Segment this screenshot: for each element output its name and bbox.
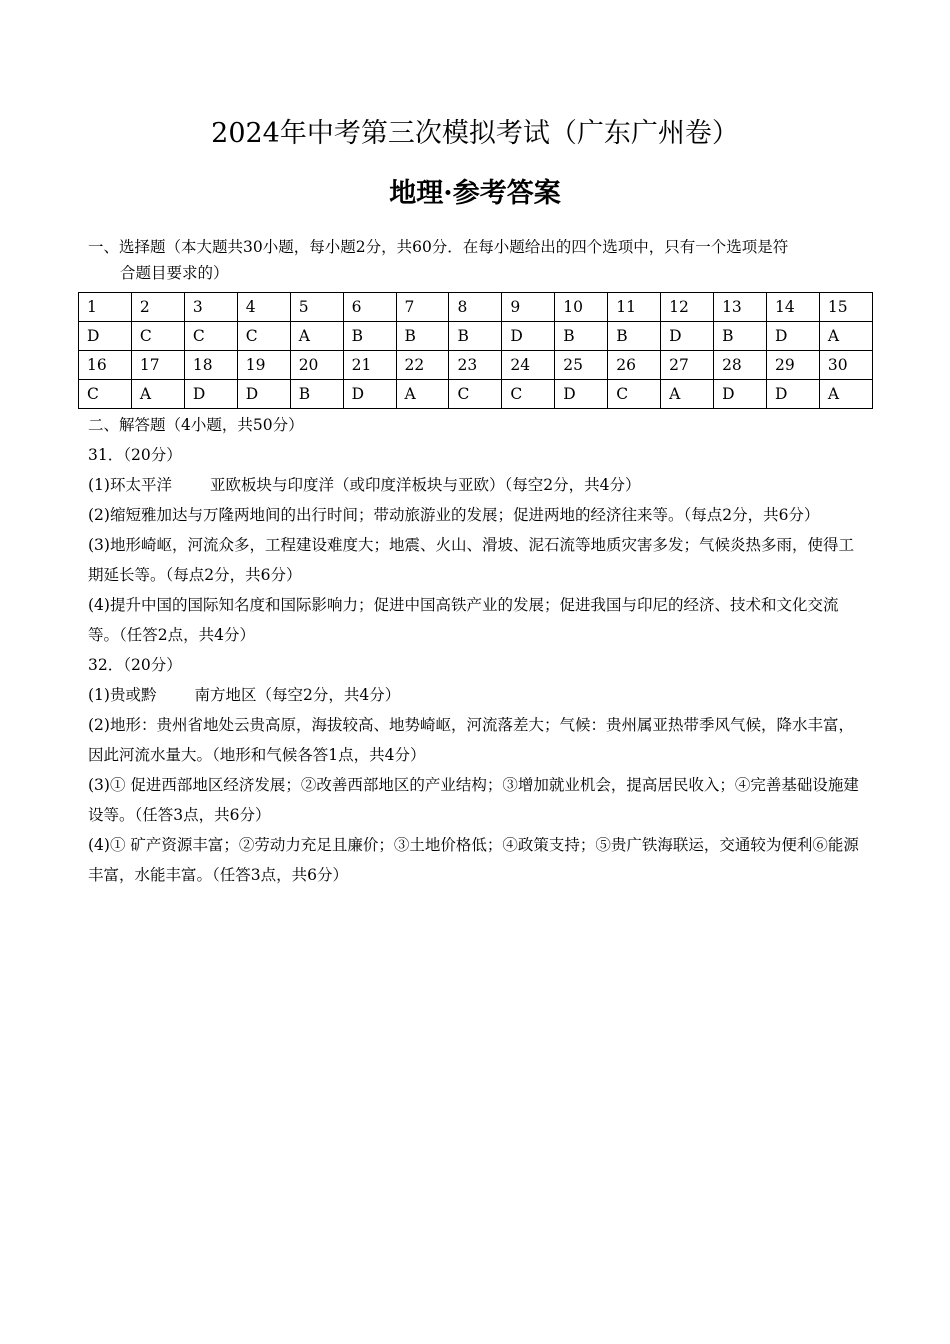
answer-table-cell: D: [79, 322, 132, 351]
q32-part3: (3)① 促进西部地区经济发展；②改善西部地区的产业结构；③增加就业机会，提高居民收入；④完善基础设施建设等。（任答3点，共6分）: [88, 776, 859, 824]
answer-table-cell: 21: [343, 351, 396, 380]
answer-table-row: [79, 380, 873, 409]
answer-table-cell: D: [766, 322, 819, 351]
page-subtitle: 地理·参考答案: [389, 178, 561, 209]
answer-table-cell: B: [290, 380, 343, 409]
answer-table-cell: 23: [449, 351, 502, 380]
answer-table-cell: 4: [237, 293, 290, 322]
answer-table-cell: 6: [343, 293, 396, 322]
q32-part4: (4)① 矿产资源丰富；②劳动力充足且廉价；③土地价格低；④政策支持；⑤贵广铁海联运，交通较为便利⑥能源丰富，水能丰富。（任答3点，共6分）: [88, 836, 859, 884]
answer-table-cell: 12: [661, 293, 714, 322]
answer-table-cell: A: [290, 322, 343, 351]
answer-table-cell: 1: [79, 293, 132, 322]
answer-table-cell: D: [184, 380, 237, 409]
answer-table-cell: 25: [555, 351, 608, 380]
answer-table-cell: 20: [290, 351, 343, 380]
answer-table-cell: D: [714, 380, 767, 409]
answer-table-cell: A: [661, 380, 714, 409]
answer-table-cell: 28: [714, 351, 767, 380]
answer-table-cell: C: [237, 322, 290, 351]
answer-table-cell: D: [766, 380, 819, 409]
answer-table-cell: B: [555, 322, 608, 351]
answer-table-body: [79, 293, 873, 409]
answer-table-cell: B: [608, 322, 661, 351]
answer-table-cell: B: [343, 322, 396, 351]
answer-table-cell: D: [661, 322, 714, 351]
answer-table-cell: 7: [396, 293, 449, 322]
page-title: 2024年中考第三次模拟考试（广东广州卷）: [211, 118, 739, 149]
answer-table-cell: D: [555, 380, 608, 409]
answer-table-cell: 8: [449, 293, 502, 322]
q32-part2: (2)地形：贵州省地处云贵高原，海拔较高、地势崎岖，河流落差大；气候：贵州属亚热带季风气候，降水丰富，因此河流水量大。（地形和气候各答1点，共4分）: [88, 716, 854, 764]
q32-part1-b: 南方地区（每空2分，共4分）: [194, 686, 401, 704]
answer-table-cell: 22: [396, 351, 449, 380]
answer-table-cell: 3: [184, 293, 237, 322]
answer-table-cell: 2: [131, 293, 184, 322]
q31-part1: [88, 470, 868, 500]
q31-part1-b: 亚欧板块与印度洋（或印度洋板块与亚欧）（每空2分，共4分）: [209, 476, 641, 494]
section-choice-heading-line1: 一、选择题（本大题共30小题，每小题2分，共60分．在每小题给出的四个选项中，只有一个选项是符: [88, 238, 789, 256]
answer-table-cell: 26: [608, 351, 661, 380]
answer-table-cell: C: [608, 380, 661, 409]
answer-table-cell: B: [396, 322, 449, 351]
answer-table-cell: C: [184, 322, 237, 351]
q32-part1-a: (1)贵或黔: [88, 686, 157, 704]
answer-table-cell: B: [714, 322, 767, 351]
answer-table-cell: 13: [714, 293, 767, 322]
q32-header: 32．（20分）: [88, 656, 182, 674]
answer-table-cell: 29: [766, 351, 819, 380]
section-choice-heading: [88, 234, 878, 286]
answer-table-cell: 24: [502, 351, 555, 380]
answer-table-row: [79, 351, 873, 380]
answer-table-cell: B: [449, 322, 502, 351]
q31-part1-a: (1)环太平洋: [88, 476, 172, 494]
answer-table-cell: 16: [79, 351, 132, 380]
answer-table-cell: A: [819, 380, 872, 409]
answer-table-cell: C: [131, 322, 184, 351]
answer-table-cell: A: [131, 380, 184, 409]
answer-table-cell: 27: [661, 351, 714, 380]
answer-table-row: [79, 322, 873, 351]
answer-table-cell: 30: [819, 351, 872, 380]
answer-table-cell: C: [502, 380, 555, 409]
answer-table-row: [79, 293, 873, 322]
q31-part2: (2)缩短雅加达与万隆两地间的出行时间；带动旅游业的发展；促进两地的经济往来等。（每点2分，共6分）: [88, 506, 820, 524]
answer-table-cell: 10: [555, 293, 608, 322]
answer-table-cell: C: [449, 380, 502, 409]
answer-table-cell: 5: [290, 293, 343, 322]
answer-table-cell: 11: [608, 293, 661, 322]
q32-part1: [88, 680, 868, 710]
answer-table-cell: 19: [237, 351, 290, 380]
answer-table-cell: C: [79, 380, 132, 409]
section-answers: [88, 410, 868, 890]
section-answers-heading: 二、解答题（4小题，共50分）: [88, 416, 304, 434]
q31-header: 31．（20分）: [88, 446, 182, 464]
answer-table-cell: 17: [131, 351, 184, 380]
answer-table-cell: 14: [766, 293, 819, 322]
q31-part3: (3)地形崎岖，河流众多，工程建设难度大；地震、火山、滑坡、泥石流等地质灾害多发；气候炎热多雨，使得工期延长等。（每点2分，共6分）: [88, 536, 854, 584]
answer-table-cell: A: [396, 380, 449, 409]
answer-table-cell: D: [343, 380, 396, 409]
answer-table-cell: 15: [819, 293, 872, 322]
section-choice-heading-line2: 合题目要求的）: [120, 264, 229, 282]
answer-table-cell: D: [237, 380, 290, 409]
q31-part4: (4)提升中国的国际知名度和国际影响力；促进中国高铁产业的发展；促进我国与印尼的经济、技术和文化交流等。（任答2点，共4分）: [88, 596, 839, 644]
answer-table-cell: 18: [184, 351, 237, 380]
answer-table-cell: 9: [502, 293, 555, 322]
answer-table: [78, 292, 873, 409]
answer-table-cell: A: [819, 322, 872, 351]
answer-table-cell: D: [502, 322, 555, 351]
